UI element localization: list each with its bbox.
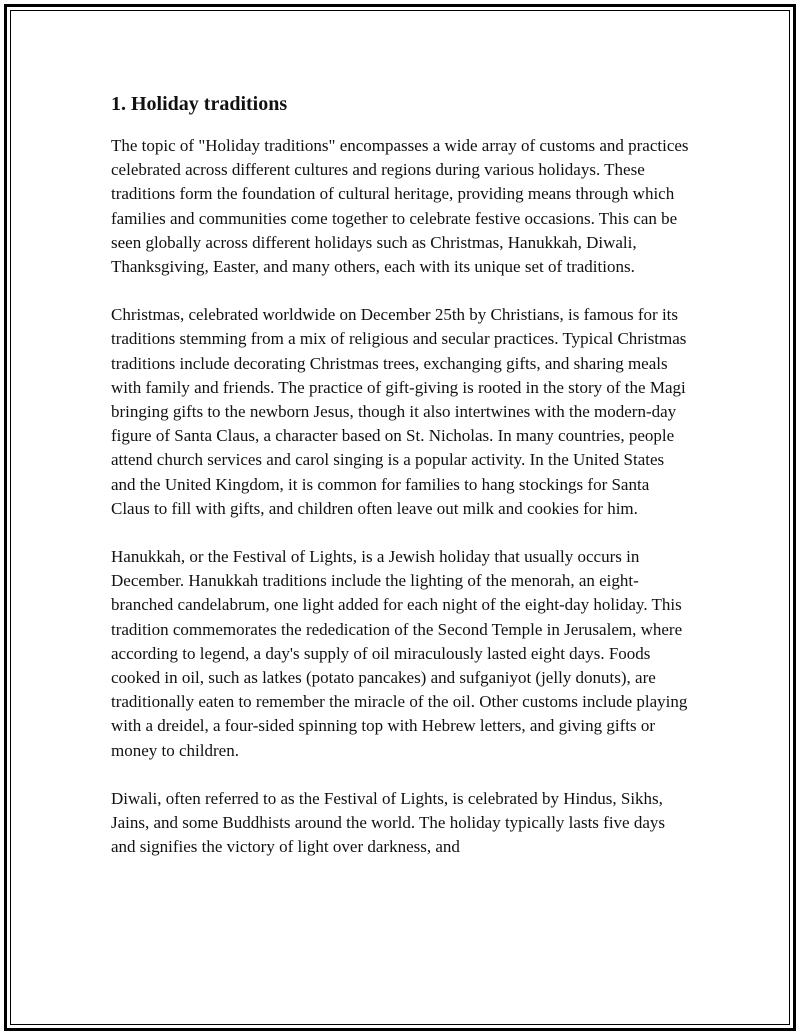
- section-title: 1. Holiday traditions: [111, 93, 288, 115]
- paragraph-diwali: Diwali, often referred to as the Festival of Lights, is celebrated by Hindus, Sikhs, Jains, and some Buddhists around the world. The holiday typically lasts five days and signifies the victory of light over darkness, and: [111, 788, 665, 857]
- paragraph-hanukkah: Hanukkah, or the Festival of Lights, is a Jewish holiday that usually occurs in December. Hanukkah traditions include the lighting of the menorah, an eight-branched candelabrum, one light added for each night of the eight-day holiday. This tradition commemorates the rededication of the Second Temple in Jerusalem, where according to legend, a day's supply of oil miraculously lasted eight days. Foods cooked in oil, such as latkes (potato pancakes) and sufganiyot (jelly donuts), are traditionally eaten to remember the miracle of the oil. Other customs include playing with a dreidel, a four-sided spinning top with Hebrew letters, and giving gifts or money to children.: [111, 547, 688, 760]
- paragraph-intro: The topic of "Holiday traditions" encompasses a wide array of customs and practices celebrated across different cultures and regions during various holidays. These traditions form the foundation of cultural heritage, providing means through which families and communities come together to celebrate festive occasions. This can be seen globally across different holidays such as Christmas, Hanukkah, Diwali, Thanksgiving, Easter, and many others, each with its unique set of traditions.: [111, 136, 689, 277]
- paragraph-christmas: Christmas, celebrated worldwide on December 25th by Christians, is famous for its traditions stemming from a mix of religious and secular practices. Typical Christmas traditions include decorating Christmas trees, exchanging gifts, and sharing meals with family and friends. The practice of gift-giving is rooted in the story of the Magi bringing gifts to the newborn Jesus, though it also intertwines with the modern-day figure of Santa Claus, a character based on St. Nicholas. In many countries, people attend church services and carol singing is a popular activity. In the United States and the United Kingdom, it is common for families to hang stockings for Santa Claus to fill with gifts, and children often leave out milk and cookies for him.: [111, 305, 687, 518]
- document-content: [111, 90, 691, 883]
